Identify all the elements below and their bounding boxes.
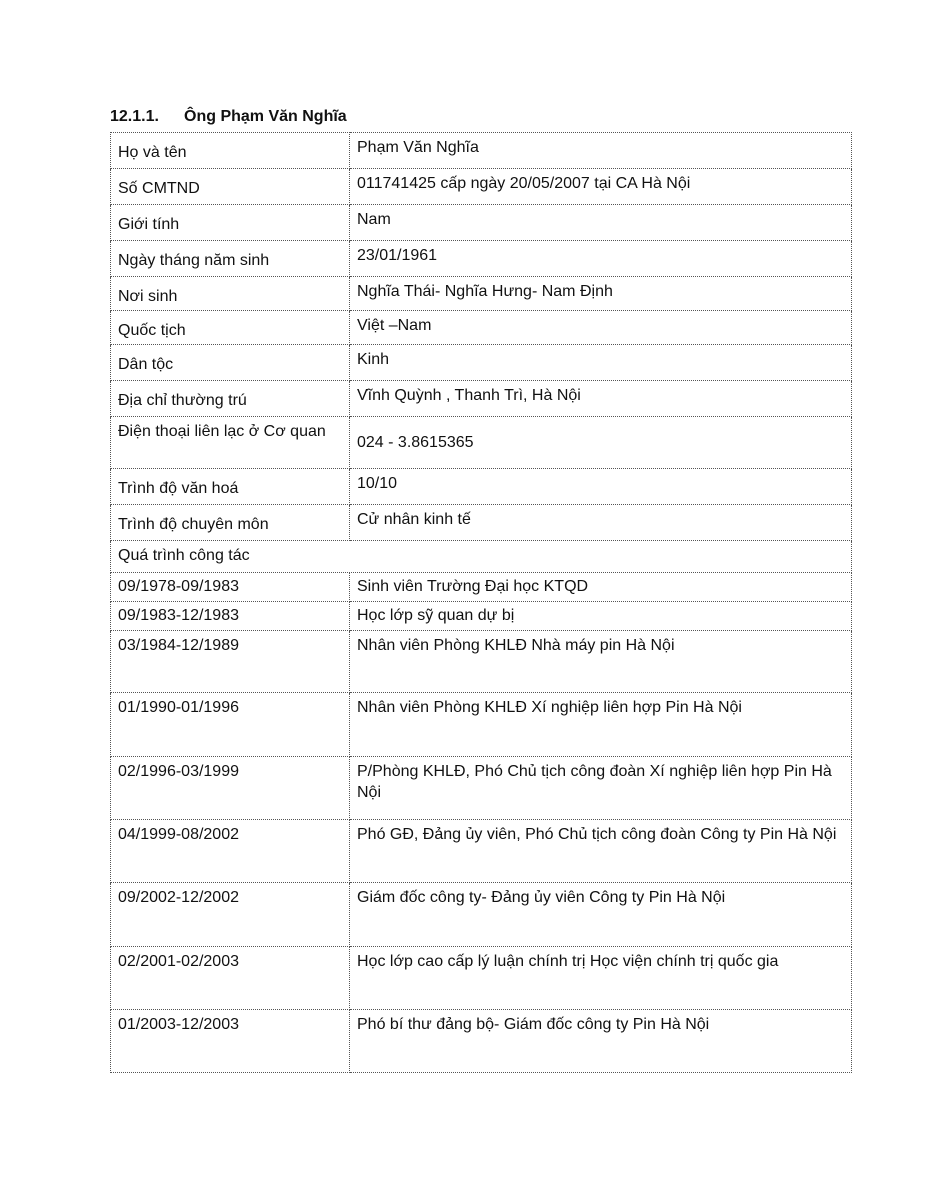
info-label: Ngày tháng năm sinh xyxy=(111,241,350,277)
work-row xyxy=(111,1010,852,1073)
work-period: 02/2001-02/2003 xyxy=(111,947,350,1010)
work-description: Phó GĐ, Đảng ủy viên, Phó Chủ tịch công đoàn Công ty Pin Hà Nội xyxy=(350,820,852,883)
info-value: Việt –Nam xyxy=(350,311,852,345)
work-period: 03/1984-12/1989 xyxy=(111,631,350,693)
info-label: Dân tộc xyxy=(111,345,350,381)
info-value: 23/01/1961 xyxy=(350,241,852,277)
work-row xyxy=(111,820,852,883)
info-value: 024 - 3.8615365 xyxy=(350,417,852,469)
section-number: 12.1.1. xyxy=(110,108,159,125)
work-period: 09/1978-09/1983 xyxy=(111,573,350,602)
info-row xyxy=(111,417,852,469)
info-row xyxy=(111,169,852,205)
work-row xyxy=(111,693,852,757)
work-period: 09/1983-12/1983 xyxy=(111,602,350,631)
info-label: Địa chỉ thường trú xyxy=(111,381,350,417)
info-row xyxy=(111,205,852,241)
work-row xyxy=(111,883,852,947)
profile-table xyxy=(110,132,852,1073)
work-row xyxy=(111,631,852,693)
info-value: Nam xyxy=(350,205,852,241)
info-row xyxy=(111,133,852,169)
info-row xyxy=(111,469,852,505)
work-row xyxy=(111,757,852,820)
info-label: Nơi sinh xyxy=(111,277,350,311)
info-label: Quốc tịch xyxy=(111,311,350,345)
info-value: Nghĩa Thái- Nghĩa Hưng- Nam Định xyxy=(350,277,852,311)
work-history-header-row xyxy=(111,541,852,573)
info-label: Họ và tên xyxy=(111,133,350,169)
work-description: Giám đốc công ty- Đảng ủy viên Công ty Pin Hà Nội xyxy=(350,883,852,947)
work-period: 01/1990-01/1996 xyxy=(111,693,350,757)
info-label: Số CMTND xyxy=(111,169,350,205)
info-row xyxy=(111,345,852,381)
work-description: Học lớp sỹ quan dự bị xyxy=(350,602,852,631)
info-row xyxy=(111,311,852,345)
info-value: Vĩnh Quỳnh , Thanh Trì, Hà Nội xyxy=(350,381,852,417)
work-description: Sinh viên Trường Đại học KTQD xyxy=(350,573,852,602)
info-row xyxy=(111,277,852,311)
section-title: Ông Phạm Văn Nghĩa xyxy=(184,108,347,125)
work-period: 01/2003-12/2003 xyxy=(111,1010,350,1073)
info-label: Giới tính xyxy=(111,205,350,241)
info-value: Kinh xyxy=(350,345,852,381)
info-value: Phạm Văn Nghĩa xyxy=(350,133,852,169)
info-value: Cử nhân kinh tế xyxy=(350,505,852,541)
info-value: 10/10 xyxy=(350,469,852,505)
work-period: 09/2002-12/2002 xyxy=(111,883,350,947)
work-history-title: Quá trình công tác xyxy=(111,541,852,573)
section-heading xyxy=(110,108,347,126)
info-row xyxy=(111,381,852,417)
info-label: Trình độ văn hoá xyxy=(111,469,350,505)
work-period: 04/1999-08/2002 xyxy=(111,820,350,883)
info-row xyxy=(111,241,852,277)
work-description: Học lớp cao cấp lý luận chính trị Học viện chính trị quốc gia xyxy=(350,947,852,1010)
work-row xyxy=(111,602,852,631)
work-description: P/Phòng KHLĐ, Phó Chủ tịch công đoàn Xí nghiệp liên hợp Pin Hà Nội xyxy=(350,757,852,820)
work-period: 02/1996-03/1999 xyxy=(111,757,350,820)
work-description: Nhân viên Phòng KHLĐ Xí nghiệp liên hợp Pin Hà Nội xyxy=(350,693,852,757)
info-label: Trình độ chuyên môn xyxy=(111,505,350,541)
info-row xyxy=(111,505,852,541)
work-description: Phó bí thư đảng bộ- Giám đốc công ty Pin Hà Nội xyxy=(350,1010,852,1073)
work-row xyxy=(111,947,852,1010)
work-description: Nhân viên Phòng KHLĐ Nhà máy pin Hà Nội xyxy=(350,631,852,693)
info-label: Điện thoại liên lạc ở Cơ quan xyxy=(111,417,350,469)
work-row xyxy=(111,573,852,602)
info-value: 011741425 cấp ngày 20/05/2007 tại CA Hà Nội xyxy=(350,169,852,205)
